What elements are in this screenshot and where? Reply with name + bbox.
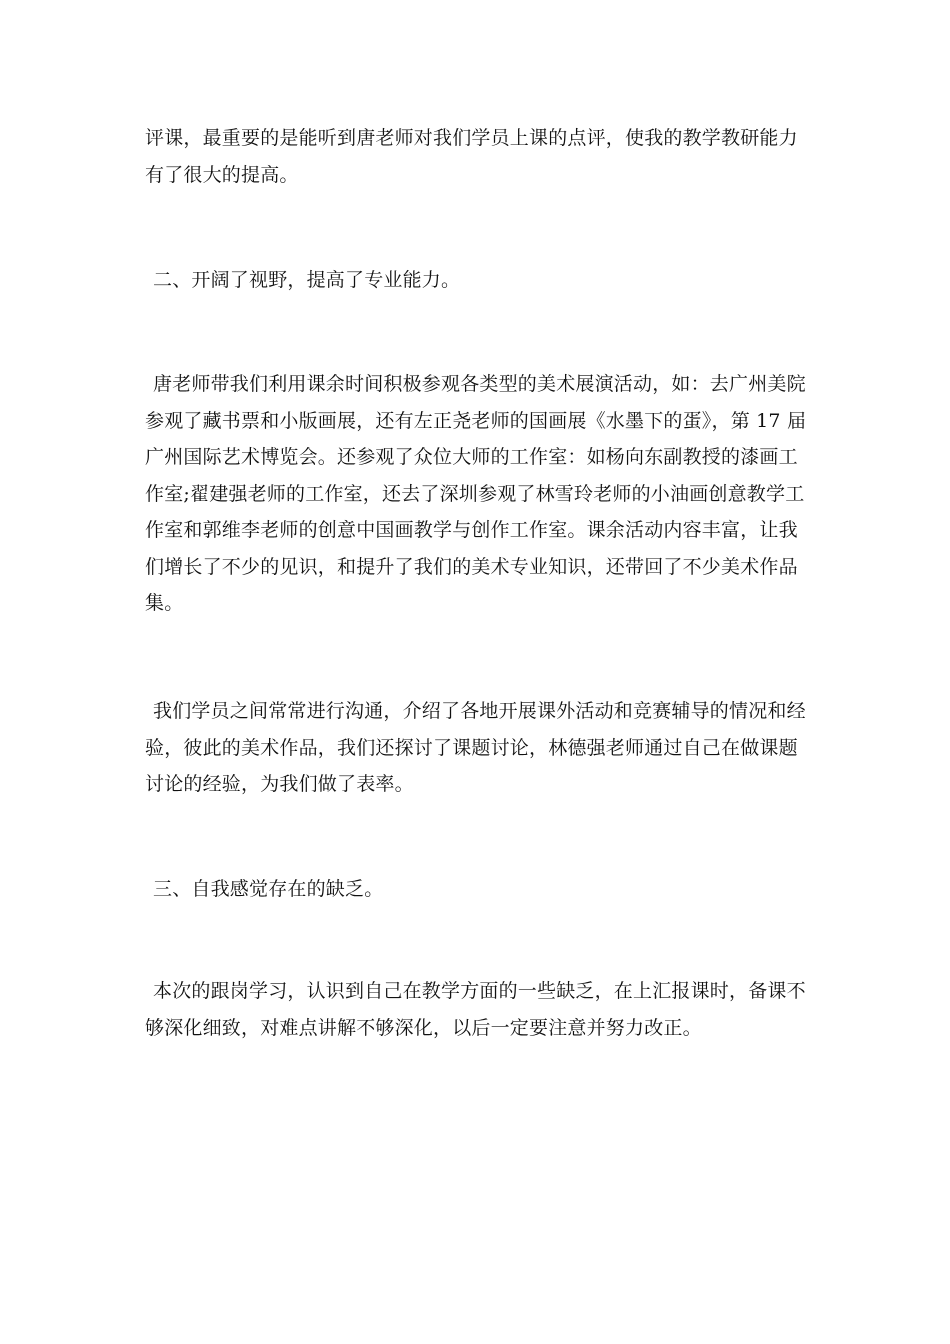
paragraph-review xyxy=(145,120,810,193)
text-line: 们增长了不少的见识，和提升了我们的美术专业知识，还带回了不少美术作品 xyxy=(145,555,798,578)
text-line: 集。 xyxy=(145,592,184,614)
text-line: 讨论的经验，为我们做了表率。 xyxy=(145,773,414,795)
heading-text: 二、开阔了视野，提高了专业能力。 xyxy=(153,269,461,291)
text-line: 评课，最重要的是能听到唐老师对我们学员上课的点评，使我的教学教研能力 xyxy=(145,127,798,149)
text-line: 作室;翟建强老师的工作室，还去了深圳参观了林雪玲老师的小油画创意教学工 xyxy=(145,482,805,505)
paragraph-exhibitions xyxy=(145,366,810,622)
paragraph-communication xyxy=(145,693,810,803)
text-line: 我们学员之间常常进行沟通，介绍了各地开展课外活动和竞赛辅导的情况和经 xyxy=(153,700,806,722)
text-line: 验，彼此的美术作品，我们还探讨了课题讨论，林德强老师通过自己在做课题 xyxy=(145,736,798,759)
text-line: 作室和郭维李老师的创意中国画教学与创作工作室。课余活动内容丰富，让我 xyxy=(145,519,798,541)
text-line: 够深化细致，对难点讲解不够深化，以后一定要注意并努力改正。 xyxy=(145,1016,702,1039)
text-line: 参观了藏书票和小版画展，还有左正尧老师的国画展《水墨下的蛋》，第 17 届 xyxy=(145,409,807,432)
text-line: 唐老师带我们利用课余时间积极参观各类型的美术展演活动，如：去广州美院 xyxy=(153,373,806,395)
text-line: 广州国际艺术博览会。还参观了众位大师的工作室：如杨向东副教授的漆画工 xyxy=(145,446,798,468)
text-line: 本次的跟岗学习，认识到自己在教学方面的一些缺乏，在上汇报课时，备课不 xyxy=(153,980,806,1002)
text-line: 有了很大的提高。 xyxy=(145,163,299,186)
section-heading-three xyxy=(145,871,810,908)
section-heading-two xyxy=(145,262,810,299)
heading-text: 三、自我感觉存在的缺乏。 xyxy=(153,878,384,900)
paragraph-shortcomings xyxy=(145,973,810,1046)
